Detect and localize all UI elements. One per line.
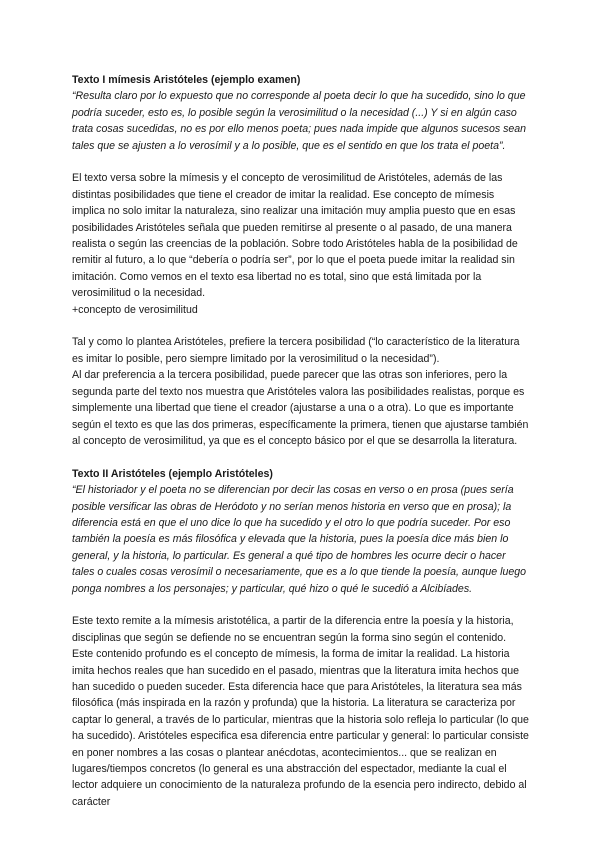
section1-quote: “Resulta claro por lo expuesto que no corresponde al poeta decir lo que ha sucedido, sino lo que podría suceder, esto es, lo posible según la verosimilitud o la necesidad (...) Y si en algún caso trata cosas sucedidas, no es por ello menos poeta; pues nada impide que algunos sucesos sean tales que se ajusten a lo verosímil y a lo posible, que es el sentido en que los trata el poeta”. — [72, 90, 527, 152]
document-page — [72, 72, 530, 810]
section1-paragraph-3: Al dar preferencia a la tercera posibilidad, puede parecer que las otras son inferiores, pero la segunda parte del texto nos muestra que Aristóteles valora las posibilidades realistas, porque es simplemente una libertad que tiene el creador (ajustarse a una o a otra). Lo que es importante según el texto es que las dos primeras, específicamente la primera, tienen que ajustarse también al concepto de verosimilitud, ya que es el concepto básico por el que se desarrolla la literatura. — [72, 369, 529, 447]
section2-paragraph-1: Este texto remite a la mímesis aristotélica, a partir de la diferencia entre la poesía y la historia, disciplinas que según se defiende no se encuentran según la forma sino según el contenido. Este contenido profundo es el concepto de mímesis, la forma de imitar la realidad. La historia imita hechos reales que han sucedido en el pasado, mientras que la literatura imita hechos que han sucedido o pueden suceder. Esta diferencia hace que para Aristóteles, la literatura sea más filosófica (más inspirada en la razón y profunda) que la historia. La literatura se caracteriza por captar lo general, a través de lo particular, mientras que la historia solo refleja lo particular (lo que ha sucedido). Aristóteles especifica esa diferencia entre particular y general: lo particular consiste en poner nombres a las cosas o plantear anécdotas, acontecimientos... que se realizan en lugares/tiempos concretos (lo general es una abstracción del espectador, mediante la cual el lector adquiere un conocimiento de la naturaleza profundo de la esencia pero indirecto, debido al carácter — [72, 615, 529, 808]
spacer — [72, 597, 530, 613]
section2-title: Texto II Aristóteles (ejemplo Aristóteles) — [72, 467, 273, 480]
spacer — [72, 449, 530, 465]
section2-quote: “El historiador y el poeta no se diferencian por decir las cosas en verso o en prosa (pues sería posible versificar las obras de Heródoto y no serían menos historia en verso que en prosa); la diferencia está en que el uno dice lo que ha sucedido y el otro lo que podría suceder. Por eso también la poesía es más filosófica y elevada que la historia, pues la poesía dice más bien lo general, y la historia, lo particular. Es general a qué tipo de hombres les ocurre decir o hacer tales o cuales cosas verosímil o necesariamente, que es a lo que tiende la poesía, aunque luego ponga nombres a los personajes; y particular, qué hizo o qué le sucedió a Alcibíades. — [72, 484, 527, 595]
section1-note: +concepto de verosimilitud — [72, 303, 198, 316]
section1-paragraph-1: El texto versa sobre la mímesis y el concepto de verosimilitud de Aristóteles, además de las distintas posibilidades que tiene el creador de imitar la realidad. Ese concepto de mímesis implica no solo imitar la naturaleza, sino realizar una imitación muy amplia puesto que en esas posibilidades Aristóteles señala que pueden remitirse al presente o al pasado, de una manera realista o según las creencias de la población. Sobre todo Aristóteles habla de la posibilidad de remitir al futuro, a lo que “debería o podría ser”, por lo que el poeta puede imitar la realidad sin imitación. Como vemos en el texto esa libertad no es total, sino que está limitada por la verosimilitud o la necesidad. — [72, 172, 518, 300]
section1-paragraph-2: Tal y como lo plantea Aristóteles, prefiere la tercera posibilidad (“lo característico de la literatura es imitar lo posible, pero siempre limitado por la verosimilitud o la necesidad”). — [72, 336, 520, 365]
spacer — [72, 154, 530, 170]
section1-title: Texto I mímesis Aristóteles (ejemplo examen) — [72, 74, 301, 86]
spacer — [72, 318, 530, 334]
